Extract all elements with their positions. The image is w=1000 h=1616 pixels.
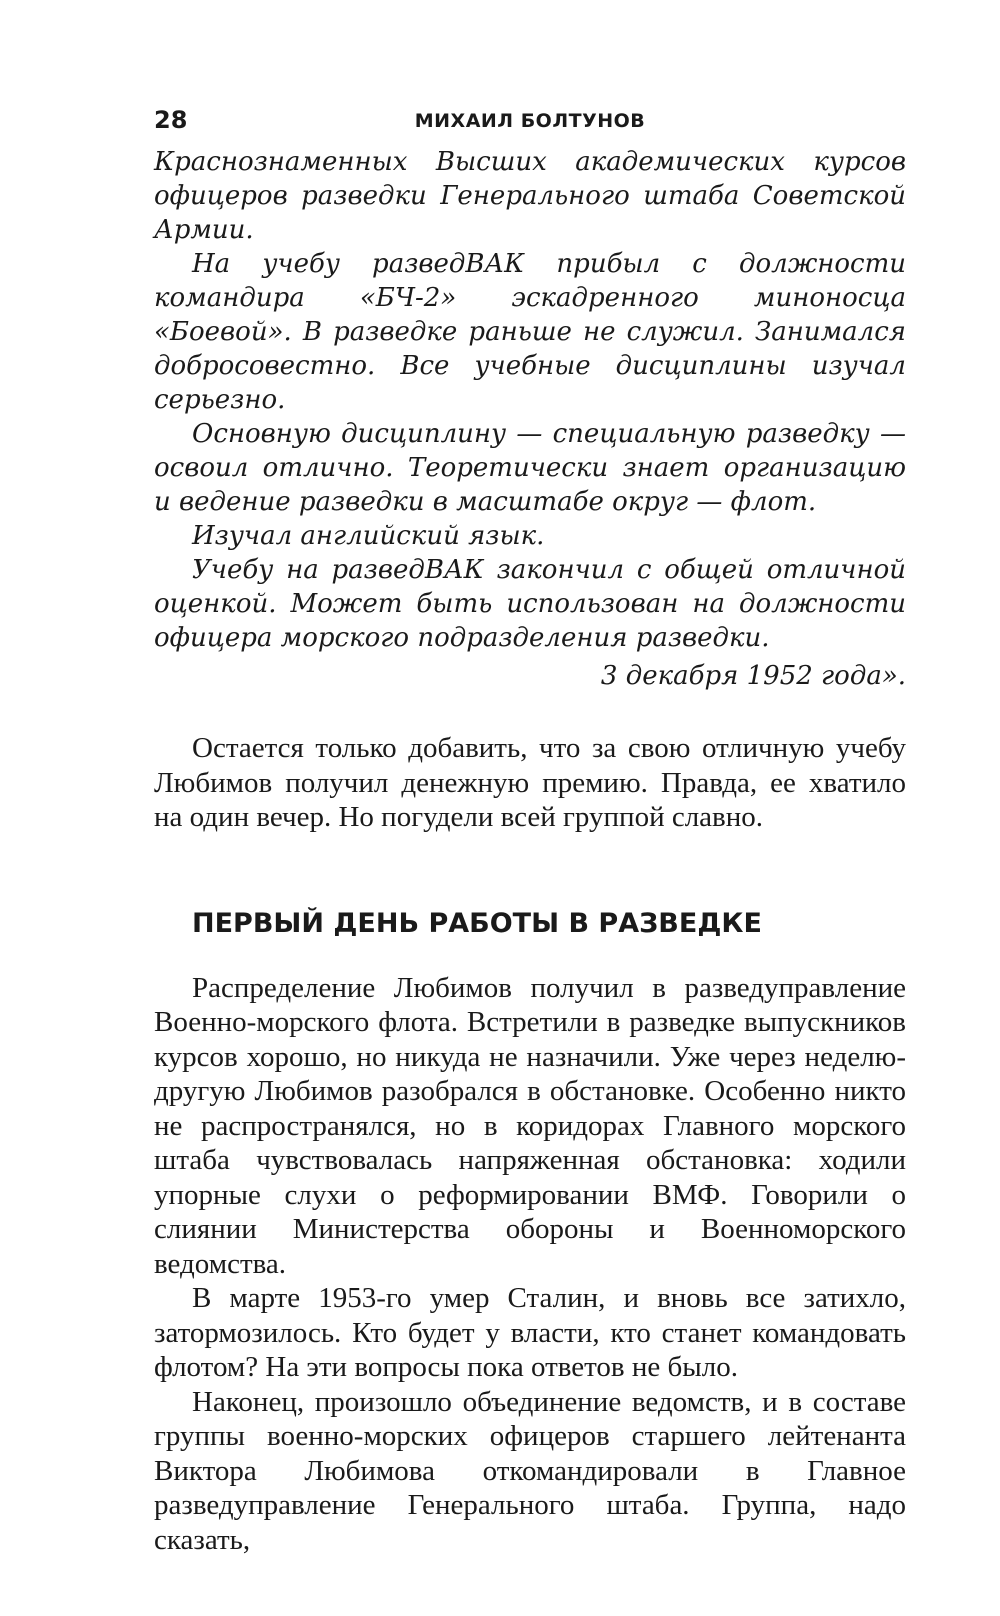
body-paragraph: Наконец, произошло объединение ведомств, и в составе группы военно-морских офицеров старшего лейтенанта Виктора Любимова откомандировали в Главное разведуправление Генерального штаба. Группа, надо сказать, [154,1385,906,1556]
quote-paragraph: Основную дисциплину — специальную разведку — освоил отлично. Теоретически знает организацию и ведение разведки в масштабе округ — флот. [154,419,906,517]
body-text [154,731,906,835]
body-paragraph: Распределение Любимов получил в разведуправление Военно-морского флота. Встретили в разведке выпускников курсов хорошо, но никуда не назначили. Уже через неделю-другую Любимов разобрался в обстановке. Особенно никто не распространялся, но в коридорах Главного морского штаба чувствовалась напряженная обстановка: ходили упорные слухи о реформировании ВМФ. Говорили о слиянии Министерства обороны и Военноморского ведомства. [154,971,906,1280]
quote-date: 3 декабря 1952 года». [600,661,906,691]
running-head [154,100,906,140]
book-page [154,100,906,1557]
chapter-body-text [154,971,906,1558]
chapter-heading: ПЕРВЫЙ ДЕНЬ РАБОТЫ В РАЗВЕДКЕ [192,907,762,939]
body-paragraph: В марте 1953-го умер Сталин, и вновь все затихло, затормозилось. Кто будет у власти, кто станет командовать флотом? На эти вопросы пока ответов не было. [154,1282,906,1383]
quote-paragraph: Изучал английский язык. [192,521,545,551]
body-paragraph: Остается только добавить, что за свою отличную учебу Любимов получил денежную премию. Правда, ее хватило на один вечер. Но погудели всей группой славно. [154,732,906,833]
running-head-author: МИХАИЛ БОЛТУНОВ [414,110,646,132]
quote-paragraph: Учебу на разведВАК закончил с общей отличной оценкой. Может быть использован на должности офицера морского подразделения разведки. [154,555,906,653]
quoted-document [154,145,906,693]
page-number: 28 [154,106,188,134]
quote-paragraph: Краснознаменных Высших академических курсов офицеров разведки Генерального штаба Советской Армии. [154,147,906,245]
quote-paragraph: На учебу разведВАК прибыл с должности командира «БЧ-2» эскадренного миноносца «Боевой». В разведке раньше не служил. Занимался добросовестно. Все учебные дисциплины изучал серьезно. [154,249,906,415]
